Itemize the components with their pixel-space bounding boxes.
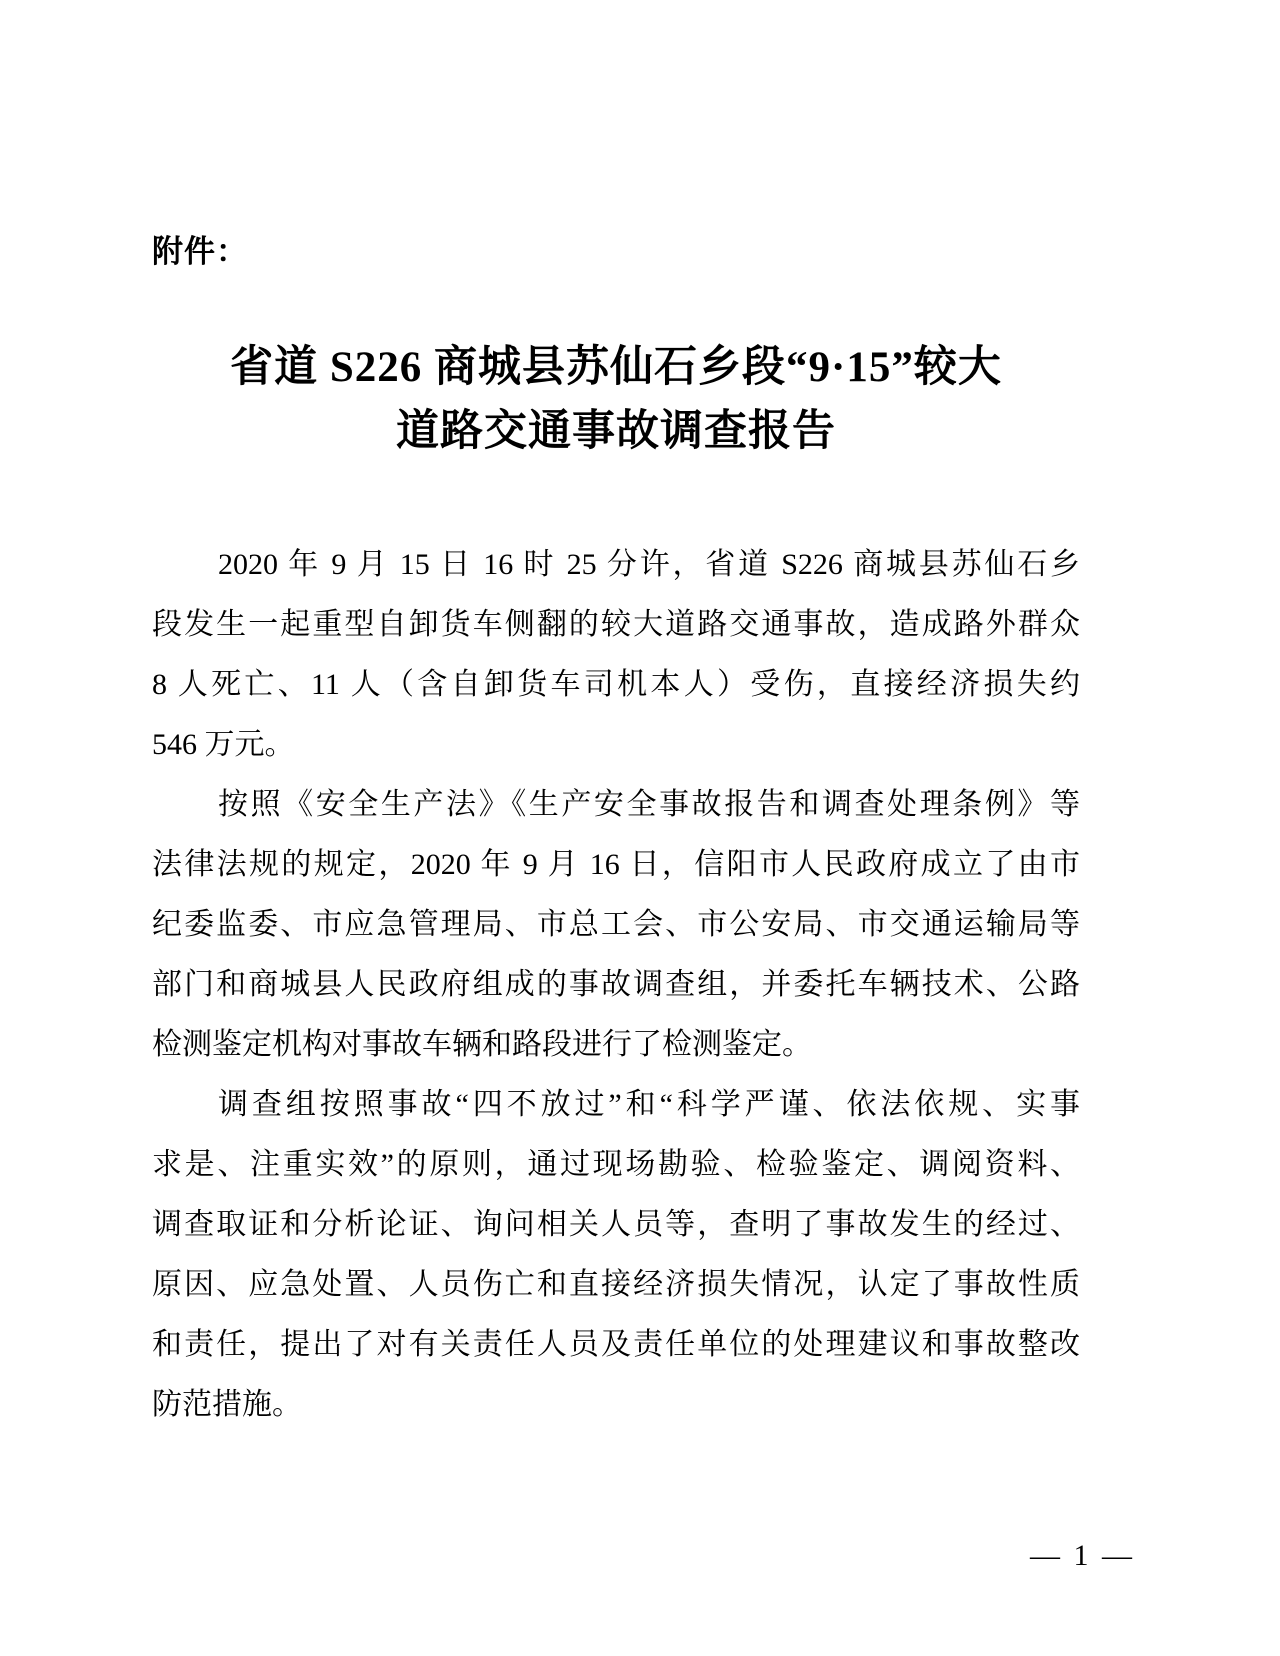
paragraph-line: 8 人死亡、11 人（含自卸货车司机本人）受伤，直接经济损失约 xyxy=(152,668,1080,701)
paragraph-line: 检测鉴定机构对事故车辆和路段进行了检测鉴定。 xyxy=(152,1028,812,1061)
paragraph-line: 段发生一起重型自卸货车侧翻的较大道路交通事故，造成路外群众 xyxy=(152,608,1080,641)
paragraph-line: 调查组按照事故“四不放过”和“科学严谨、依法依规、实事 xyxy=(218,1088,1080,1121)
paragraph-line: 按照《安全生产法》《生产安全事故报告和调查处理条例》等 xyxy=(218,788,1080,821)
report-body xyxy=(152,535,1080,1435)
paragraph-line: 调查取证和分析论证、询问相关人员等，查明了事故发生的经过、 xyxy=(152,1208,1080,1241)
paragraph-line: 原因、应急处置、人员伤亡和直接经济损失情况，认定了事故性质 xyxy=(152,1268,1080,1301)
paragraph-line: 2020 年 9 月 15 日 16 时 25 分许，省道 S226 商城县苏仙石乡 xyxy=(218,548,1080,581)
paragraph-line: 防范措施。 xyxy=(152,1388,302,1421)
paragraph-line: 纪委监委、市应急管理局、市总工会、市公安局、市交通运输局等 xyxy=(152,908,1080,941)
paragraph-line: 和责任，提出了对有关责任人员及责任单位的处理建议和事故整改 xyxy=(152,1328,1080,1361)
paragraph-line: 求是、注重实效”的原则，通过现场勘验、检验鉴定、调阅资料、 xyxy=(152,1148,1080,1181)
paragraph-line: 部门和商城县人民政府组成的事故调查组，并委托车辆技术、公路 xyxy=(152,968,1080,1001)
paragraph-line: 法律法规的规定，2020 年 9 月 16 日，信阳市人民政府成立了由市 xyxy=(152,848,1080,881)
attachment-label: 附件： xyxy=(152,234,248,269)
report-title-line-1: 省道 S226 商城县苏仙石乡段“9·15”较大 xyxy=(230,344,1002,391)
report-title-line-2: 道路交通事故调查报告 xyxy=(396,408,836,455)
report-title xyxy=(152,336,1080,464)
page-number: — 1 — xyxy=(1030,1539,1135,1572)
paragraph-line: 546 万元。 xyxy=(152,728,295,761)
